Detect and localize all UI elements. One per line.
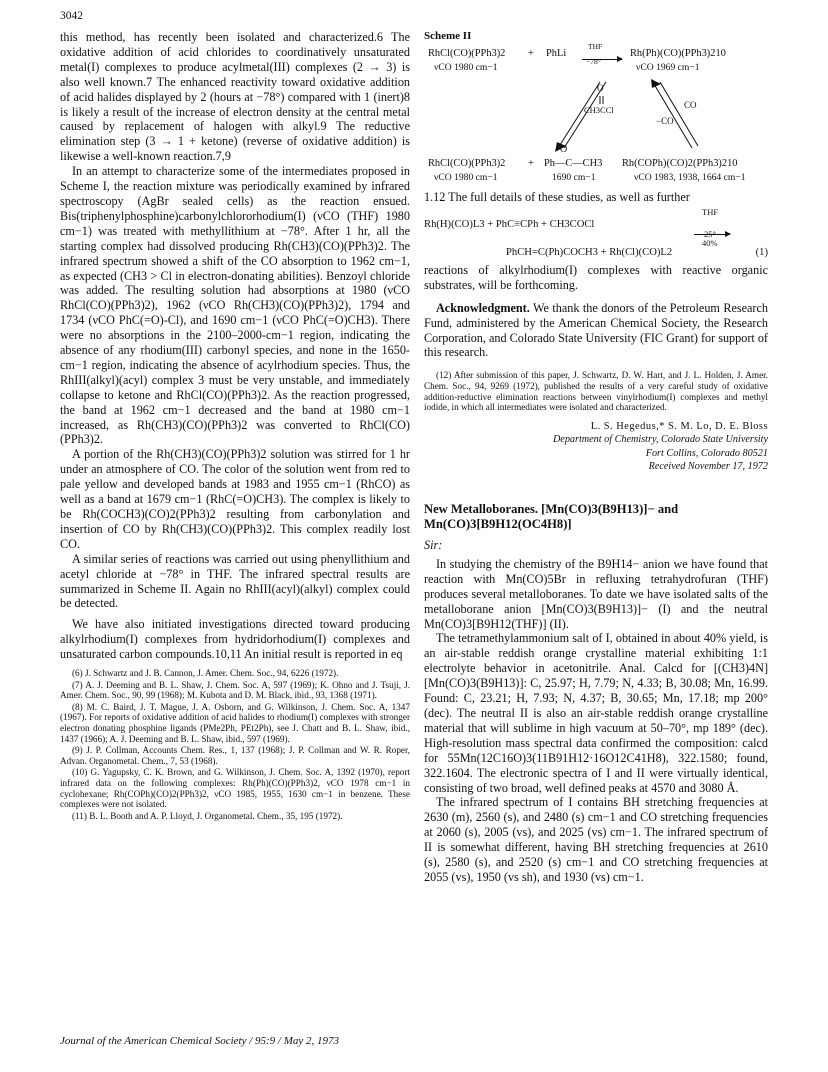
- footnote: (10) G. Yagupsky, C. K. Brown, and G. Wilkinson, J. Chem. Soc. A, 1392 (1970), report infrared data on the following complexes: Rh(Ph)(CO)(PPh3)2, νCO 1978 cm−1 in cyclohexane; Rh(COPh)(CO)2(PPh3)2, νCO 1985, 1955, 1630 cm−1 in benzene. These complexes were not isolated.: [60, 767, 410, 810]
- arrow-condition: THF: [588, 42, 603, 51]
- diagram-label: −CO: [656, 116, 674, 126]
- scheme-ketone: Ph—C—CH3: [544, 158, 603, 169]
- acetyl-chloride-arrow: [558, 82, 600, 148]
- scheme-reagent: PhLi: [546, 48, 567, 59]
- equation-number: (1): [755, 246, 768, 258]
- diagram-label: O: [560, 144, 568, 155]
- article-paragraph-2: The tetramethylammonium salt of I, obtained in about 40% yield, is an air-stable reddish orange crystalline material exhibiting 1:1 electrolyte behavior in acetonitrile. Anal. Calcd for [(CH3)4N][Mn(CO)3(B9H13)]: C, 25.97; H, 7.79; N, 4.33; B, 30.08; Mn, 16.99. Found: C, 23.21; H, 7.93; N, 4.37; B, 30.65; Mn, 17.18; mp 200° (dec). The neutral II is also an air-stable reddish orange crystalline material that will sublime in high vacuum at 50–70°, mp 189° (dec). High-resolution mass spectral data confirmed the composition: calcd for 55Mn(12C16O)3(11B91H12·16O12C41H8), 322.1580; found, 322.1604. The electronic spectra of I and II were virtually identical, consisting of two broad, well defined peaks at 4570 and 3080 Å.: [424, 631, 768, 795]
- paragraph-2: In an attempt to characterize some of the intermediates proposed in Scheme I, the reaction mixture was periodically examined by infrared spectroscopy (AgBr sealed cells) as the reaction ensued. Bis(triphenylphosphine)carbonylchlororhodium(I) (νCO (THF) 1980 cm−1) was treated with methyllithium at −78°. After 1 hr, all the starting complex had dissolved producing Rh(CH3)(CO)(PPh3)2. The infrared spectrum showed a shift of the CO absorption to 1962 cm−1, as expected (CH3 > Cl in electron-donating abilities). Benzoyl chloride was added. The resulting solution had absorptions at 1980 (νCO RhCl(CO)(PPh3)2), 1962 (νCO Rh(CH3)(CO)(PPh3)2), 1794 and 1734 (νCO PhC(=O)-Cl), and 1690 cm−1 (νCO PhC(=O)CH3). There were no absorptions in the 2100–2000-cm−1 region, indicating the absence of any rhodium(III) carbonyl species, and none in the 1650-cm−1 region, indicating the absence of acylrhodium species. Thus, the RhIII(alkyl)(acyl) complex 3 must be very unstable, and immediately collapse to ketone and RhCl(CO)(PPh3)2. As the reaction progressed, the band at 1962 cm−1 decreased and the band at 1980 cm−1 increased, as Rh(CH3)(CO)(PPh3)2 was converted to RhCl(CO)(PPh3)2.: [60, 164, 410, 447]
- arrow-condition: THF: [702, 206, 719, 217]
- footnote: (9) J. P. Collman, Accounts Chem. Res., 1, 137 (1968); J. P. Collman and W. R. Roper, Advan. Organometal. Chem., 7, 53 (1968).: [60, 745, 410, 766]
- footnote: (8) M. C. Baird, J. T. Mague, J. A. Osborn, and G. Wilkinson, J. Chem. Soc. A, 1347 (1967). For reports of oxidative addition of acid halides to rhodium(I) complexes with stronger electron donating phosphine ligands (PMe2Ph, PEt2Ph), see J. Chatt and B. L. Shaw, ibid., 1437 (1966); A. J. Deeming and B. L. Shaw, ibid., 597 (1969).: [60, 701, 410, 744]
- equation-left: Rh(H)(CO)L3 + PhC≡CPh + CH3COCl: [424, 218, 595, 230]
- scheme-row-1-ir: [424, 62, 768, 76]
- page-number: 3042: [60, 10, 83, 22]
- scheme-reactant: RhCl(CO)(PPh3)2: [428, 48, 506, 59]
- scheme-reactant: RhCl(CO)(PPh3)2: [428, 158, 506, 169]
- article-paragraph-1: In studying the chemistry of the B9H14− anion we have found that reaction with Mn(CO)5Br in refluxing tetrahydrofuran (THF) produces several metalloboranes. To date we have isolated salts of the metalloborane anion [Mn(CO)3(B9H13)]− (I) and the neutral Mn(CO)3[B9H12(THF)] (II).: [424, 556, 768, 631]
- acknowledgment: [424, 301, 768, 361]
- decarbonylation-arrow: [660, 82, 698, 146]
- article-paragraph-3: The infrared spectrum of I contains BH stretching frequencies at 2630 (m), 2560 (s), and 2480 (s) cm−1 and CO stretching frequencies at 2060 (s), 2005 (vs), and 2025 (vs) cm−1. The infrared spectrum of II is somewhat different, having BH stretching frequencies at 2610 (s), 2580 (s), and 2520 (s) cm−1 and CO stretching frequencies at 2055 (vs), 1950 (vs sh), and 1930 (vs) cm−1.: [424, 795, 768, 884]
- paragraph-5: We have also initiated investigations directed toward producing alkylrhodium(I) complexes from hydridorhodium(I) complexes and unsaturated carbon compounds.10,11 An initial result is reported in eq: [60, 617, 410, 662]
- footnote-12: (12) After submission of this paper, J. Schwartz, D. W. Hart, and J. L. Holden, J. Amer. Chem. Soc., 94, 9269 (1972), published the results of a very careful study of oxidative addition-reductive elimination reactions between vinylrhodium(I) complexes and methyl iodide, in which all intermediates were isolated and characterized.: [424, 370, 768, 413]
- diagram-label: CH3CCl: [584, 105, 614, 115]
- acknowledgment-heading: Acknowledgment.: [436, 300, 530, 315]
- salutation: Sir:: [424, 537, 443, 552]
- equation-1: [424, 207, 768, 247]
- article-title: New Metalloboranes. [Mn(CO)3(B9H13)]− and Mn(CO)3[B9H12(OC4H8)]: [424, 501, 679, 531]
- right-column: [424, 30, 768, 885]
- received-date: Received November 17, 1972: [648, 460, 768, 472]
- plus-sign: +: [528, 48, 534, 59]
- left-column: [60, 30, 410, 822]
- paragraph-1: this method, has recently been isolated and characterized.6 The oxidative addition of acid chlorides to coordinatively unsaturated metal(I) complexes to produce acylmetal(III) complexes (2 → 3) is also well known.7 The enhanced reactivity toward oxidative addition of acid halides displayed by 2 (hours at −78°) compared with 1 (inert)8 is likely a result of the increase of electron density at the central metal caused by replacement of halogen with alkyl.9 The reductive elimination step (3 → 1 + ketone) (reverse of oxidative addition) is likewise a well-known reaction.7,9: [60, 30, 410, 164]
- journal-footer: Journal of the American Chemical Society / 95:9 / May 2, 1973: [60, 1035, 340, 1047]
- arrow-condition: 40%: [702, 237, 718, 248]
- equation-right: PhCH=C(Ph)COCH3 + Rh(Cl)(CO)L2: [506, 246, 673, 258]
- scheme-product: Rh(Ph)(CO)(PPh3)210: [630, 48, 726, 59]
- authors: L. S. Hegedus,* S. M. Lo, D. E. Bloss: [590, 420, 768, 432]
- acknowledgment-body: We thank the donors of the Petroleum Research Fund, administered by the American Chemical Society, the Research Corporation, and Colorado State University (FIC Grant) for support of this research.: [424, 300, 768, 360]
- arrow-condition: −78°: [586, 57, 601, 66]
- right-paragraph-1: 1.12 The full details of these studies, as well as further: [424, 190, 690, 204]
- ir-value: 1690 cm−1: [552, 172, 596, 183]
- paragraph-3: A portion of the Rh(CH3)(CO)(PPh3)2 solution was stirred for 1 hr under an atmosphere of CO. The color of the solution went from red to pale yellow and developed bands at 1983 and 1955 cm−1 (RhCO) as well as a band at 1679 cm−1 (RhC(=O)CH3). The complex is likely to be Rh(COCH3)(CO)2(PPh3)2 resulting from carbonylation and insertion of CO by Rh(CH3)(CO)(PPh3)2. This complex readily lost CO.: [60, 447, 410, 551]
- diagonal-arrows-svg: [424, 76, 768, 158]
- plus-sign: +: [528, 158, 534, 169]
- footnotes-left: [60, 668, 410, 821]
- scheme-product: Rh(COPh)(CO)2(PPh3)210: [622, 158, 738, 169]
- scheme-diagonal-arrows: [424, 76, 768, 158]
- diagram-label: CO: [684, 100, 697, 110]
- scheme-row-2-ir: [424, 172, 768, 186]
- scheme-row-2: [424, 158, 768, 172]
- arrow-condition: 25°: [704, 228, 716, 239]
- diagram-label: O: [597, 83, 604, 93]
- footnote: (7) A. J. Deeming and B. L. Shaw, J. Chem. Soc. A, 597 (1969); K. Ohno and J. Tsuji, J. Amer. Chem. Soc., 90, 99 (1968); M. Kubota and D. M. Black, ibid., 93, 1368 (1971).: [60, 679, 410, 701]
- footnote: (11) B. L. Booth and A. P. Lloyd, J. Organometal. Chem., 35, 195 (1972).: [72, 810, 343, 821]
- equation-1-products: [424, 247, 768, 263]
- affiliation-line-2: Fort Collins, Colorado 80521: [645, 448, 768, 460]
- scheme-row-1: [424, 42, 768, 66]
- ir-value: νCO 1980 cm−1: [434, 62, 498, 73]
- ir-value: νCO 1969 cm−1: [636, 62, 700, 73]
- scheme-title: Scheme II: [424, 30, 472, 42]
- ir-value: νCO 1983, 1938, 1664 cm−1: [634, 172, 746, 183]
- affiliation-line-1: Department of Chemistry, Colorado State University: [552, 433, 768, 445]
- paragraph-4: A similar series of reactions was carried out using phenyllithium and acetyl chloride at −78° in THF. The infrared spectral results are summarized in Scheme II. Again no RhIII(acyl)(alkyl) complex could be detected.: [60, 551, 410, 611]
- right-paragraph-2: reactions of alkylrhodium(I) complexes with reactive organic substrates, will be forthcoming.: [424, 262, 768, 292]
- footnote: (6) J. Schwartz and J. B. Cannon, J. Amer. Chem. Soc., 94, 6226 (1972).: [72, 668, 339, 679]
- scheme-ii: [424, 30, 768, 186]
- ir-value: νCO 1980 cm−1: [434, 172, 498, 183]
